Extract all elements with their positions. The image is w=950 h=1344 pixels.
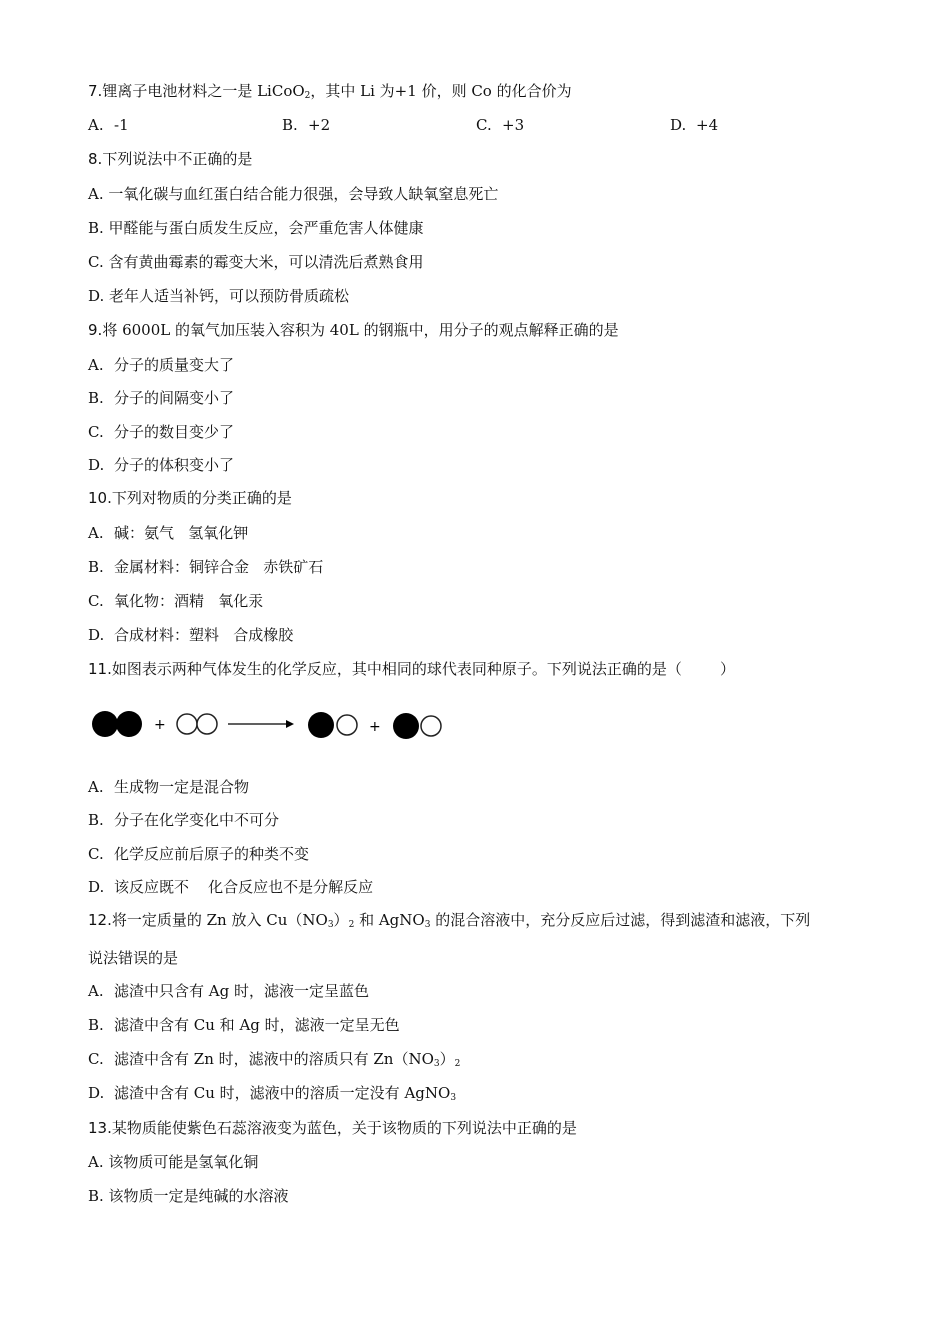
arrow-head [286, 720, 294, 728]
reactant1-atom1 [92, 711, 118, 737]
q8-option-c: C. 含有黄曲霉素的霉变大米，可以清洗后煮熟食用 [88, 253, 424, 271]
q7-stem-text-a: 锂离子电池材料之一是 LiCoO [102, 82, 305, 100]
q12-number: 12. [88, 911, 112, 929]
q10-stem [88, 488, 292, 508]
product2-atom2 [421, 716, 441, 736]
q7-option-b: B. +2 [282, 116, 331, 134]
q12-option-c: C. 滤渣中含有 Zn 时，滤液中的溶质只有 $Zn(NO_3)_2$ [88, 1050, 461, 1069]
q13-stem-text: 某物质能使紫色石蕊溶液变为蓝色，关于该物质的下列说法中正确的是 [111, 1119, 577, 1137]
q12-stem-line1: 12.将一定质量的 Zn 放入 $Cu(NO_3)_2$ 和 AgNO$_3$ 的混合溶液中，充分反应后过滤，得到滤渣和滤液，下列 [88, 911, 811, 930]
q8-option-a: A. 一氧化碳与血红蛋白结合能力很强，会导致人缺氧窒息死亡 [88, 185, 499, 203]
q8-number: 8. [88, 150, 103, 168]
q8-stem-text: 下列说法中不正确的是 [102, 150, 253, 168]
product1-atom1 [308, 712, 334, 738]
q10-option-a: A. 碱：氨气 氢氧化钾 [88, 524, 249, 542]
plus-sign-1: + [154, 717, 166, 733]
q10-number: 10. [88, 489, 112, 507]
q11-stem [88, 659, 735, 679]
reactant1-atom2 [116, 711, 142, 737]
q11-stem-text: 如图表示两种气体发生的化学反应，其中相同的球代表同种原子。下列说法正确的是（ ） [111, 660, 736, 678]
q10-option-d: D. 合成材料：塑料 合成橡胶 [88, 626, 294, 644]
reactant2-atom1 [177, 714, 197, 734]
q7-number: 7. [88, 82, 103, 100]
q11-option-a: A. 生成物一定是混合物 [88, 778, 250, 796]
q11-option-c: C. 化学反应前后原子的种类不变 [88, 845, 310, 863]
q8-option-d: D. 老年人适当补钙，可以预防骨质疏松 [88, 287, 350, 305]
q9-option-a: A. 分子的质量变大了 [88, 356, 235, 374]
q9-stem-text: 将 6000L 的氧气加压装入容积为 40L 的钢瓶中，用分子的观点解释正确的是 [102, 321, 619, 339]
q11-number: 11. [88, 660, 112, 678]
q7-option-a: A. -1 [88, 116, 129, 134]
q7-option-c: C. +3 [476, 116, 525, 134]
q9-option-d: D. 分子的体积变小了 [88, 456, 235, 474]
product2-atom1 [393, 713, 419, 739]
reaction-diagram [88, 704, 448, 748]
plus-sign-2: + [369, 719, 381, 735]
product1-atom2 [337, 715, 357, 735]
q8-option-b: B. 甲醛能与蛋白质发生反应，会严重危害人体健康 [88, 219, 424, 237]
q10-option-b: B. 金属材料：铜锌合金 赤铁矿石 [88, 558, 324, 576]
q9-option-b: B. 分子的间隔变小了 [88, 389, 235, 407]
q13-number: 13. [88, 1119, 112, 1137]
reactant2-atom2 [197, 714, 217, 734]
q9-option-c: C. 分子的数目变少了 [88, 423, 235, 441]
q7-stem-text-b: ，其中 Li 为+1 价，则 Co 的化合价为 [310, 82, 572, 100]
q10-stem-text: 下列对物质的分类正确的是 [111, 489, 292, 507]
q13-stem [88, 1118, 577, 1138]
q9-number: 9. [88, 321, 103, 339]
q12-option-a: A. 滤渣中只含有 Ag 时，滤液一定呈蓝色 [88, 982, 369, 1000]
q7-stem-sub: 2 [304, 91, 311, 101]
q9-stem [88, 320, 619, 340]
q12-option-d: D. 滤渣中含有 Cu 时，滤液中的溶质一定没有 AgNO$_3$ [88, 1084, 457, 1103]
q13-option-a: A. 该物质可能是氢氧化铜 [88, 1153, 259, 1171]
q10-option-c: C. 氧化物：酒精 氧化汞 [88, 592, 264, 610]
q11-option-d: D. 该反应既不 化合反应也不是分解反应 [88, 878, 374, 896]
q13-option-b: B. 该物质一定是纯碱的水溶液 [88, 1187, 289, 1205]
q12-option-b: B. 滤渣中含有 Cu 和 Ag 时，滤液一定呈无色 [88, 1016, 400, 1034]
q11-option-b: B. 分子在化学变化中不可分 [88, 811, 280, 829]
q7-option-d: D. +4 [670, 116, 719, 134]
q8-stem [88, 149, 252, 169]
q12-stem-line2: 说法错误的是 [88, 949, 179, 967]
q7-stem [88, 81, 572, 106]
